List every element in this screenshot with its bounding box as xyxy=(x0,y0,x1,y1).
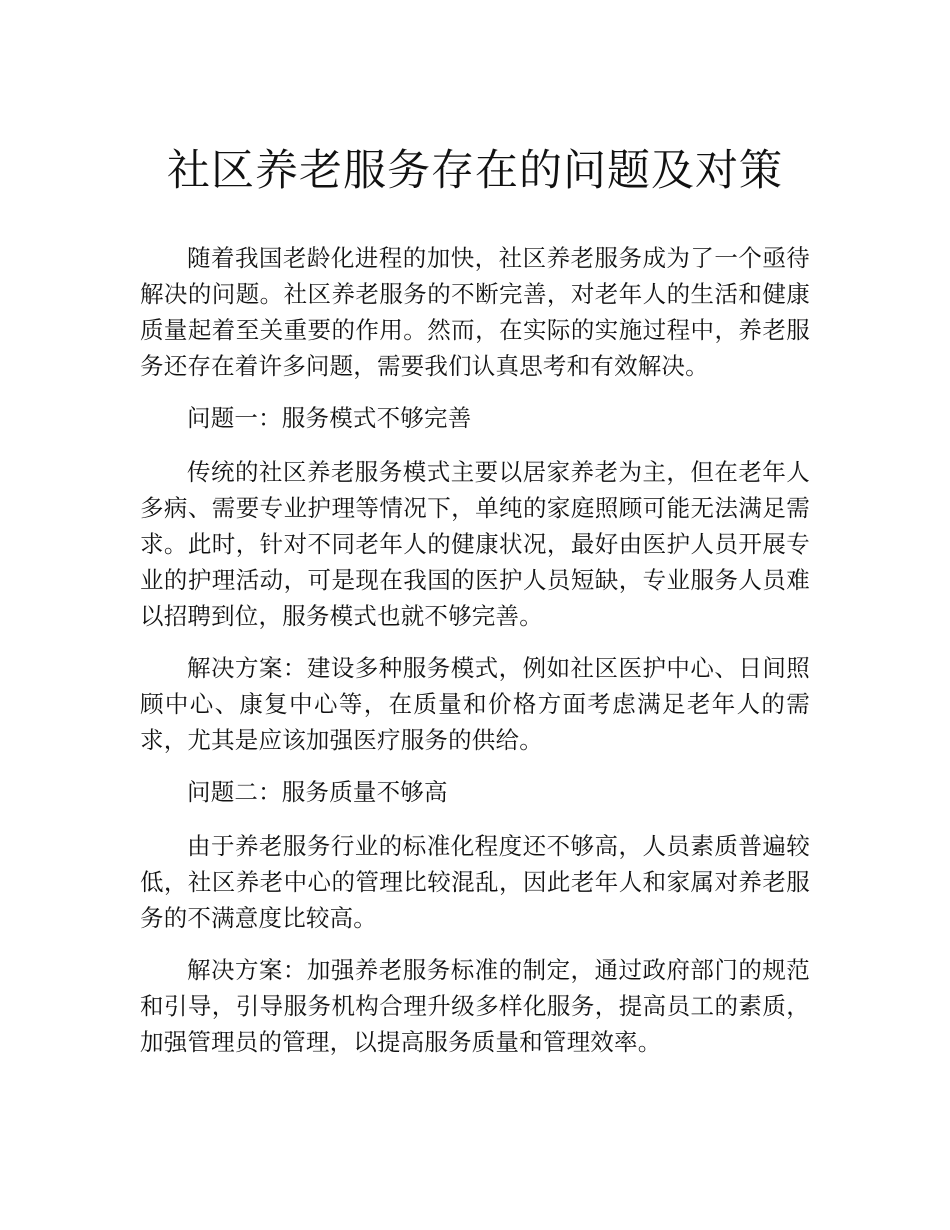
paragraph-problem-1: 传统的社区养老服务模式主要以居家养老为主，但在老年人多病、需要专业护理等情况下，单纯的家庭照顾可能无法满足需求。此时，针对不同老年人的健康状况，最好由医护人员开展专业的护理活动，可是现在我国的医护人员短缺，专业服务人员难以招聘到位，服务模式也就不够完善。 xyxy=(140,458,810,630)
paragraph-problem-2: 由于养老服务行业的标准化程度还不够高，人员素质普遍较低，社区养老中心的管理比较混乱，因此老年人和家属对养老服务的不满意度比较高。 xyxy=(140,832,810,932)
paragraph-solution-1: 解决方案：建设多种服务模式，例如社区医护中心、日间照顾中心、康复中心等，在质量和价格方面考虑满足老年人的需求，尤其是应该加强医疗服务的供给。 xyxy=(140,654,810,754)
document-body xyxy=(140,240,810,1076)
page-title: 社区养老服务存在的问题及对策 xyxy=(167,146,783,196)
paragraph-solution-2: 解决方案：加强养老服务标准的制定，通过政府部门的规范和引导，引导服务机构合理升级多样化服务，提高员工的素质，加强管理员的管理，以提高服务质量和管理效率。 xyxy=(140,956,810,1056)
section-heading-problem-1: 问题一：服务模式不够完善 xyxy=(187,404,472,432)
paragraph-intro: 随着我国老龄化进程的加快，社区养老服务成为了一个亟待解决的问题。社区养老服务的不断完善，对老年人的生活和健康质量起着至关重要的作用。然而，在实际的实施过程中，养老服务还存在着许多问题，需要我们认真思考和有效解决。 xyxy=(140,244,810,380)
section-heading-problem-2: 问题二：服务质量不够高 xyxy=(187,778,448,806)
